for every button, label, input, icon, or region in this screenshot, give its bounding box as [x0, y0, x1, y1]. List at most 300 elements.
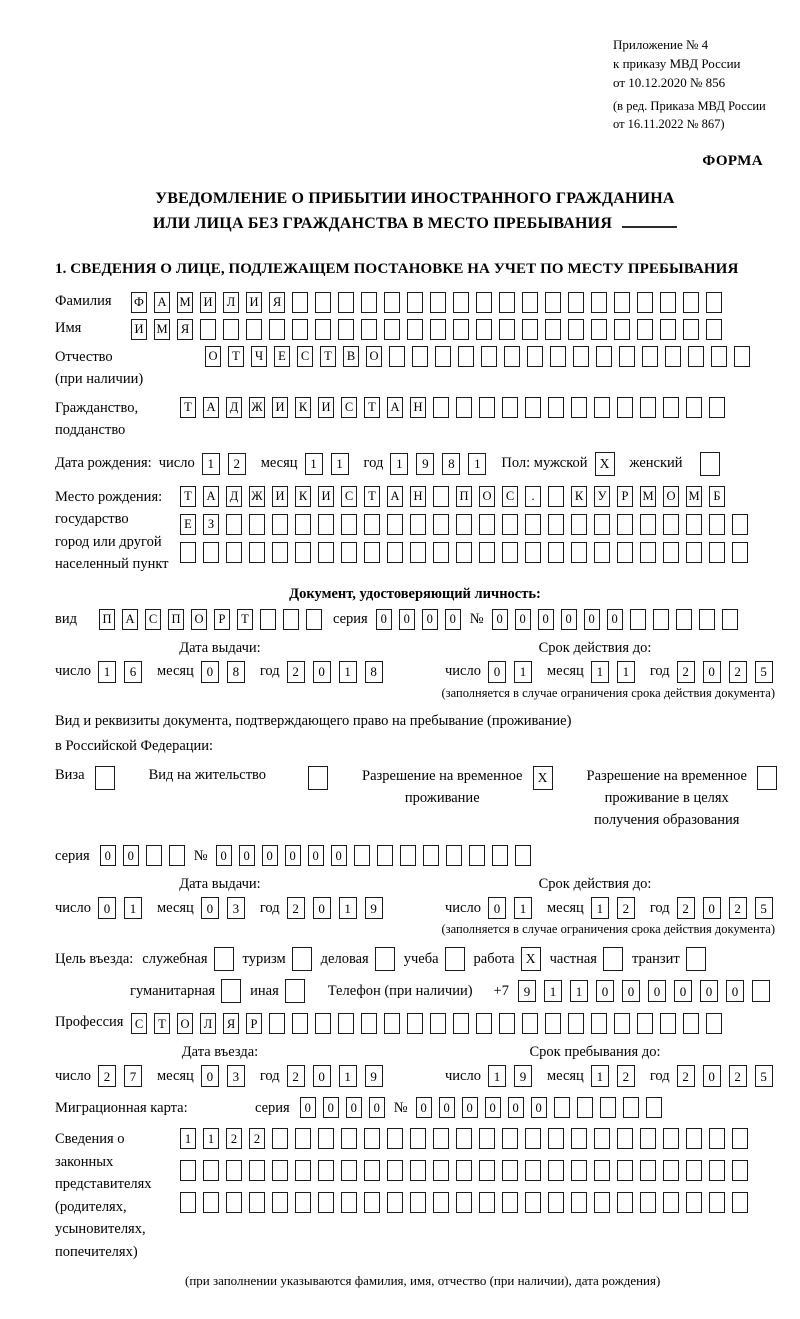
char-cell[interactable] [617, 542, 633, 563]
char-cell[interactable]: А [203, 486, 219, 507]
char-cell[interactable] [226, 1160, 242, 1181]
char-cell[interactable] [591, 1013, 607, 1034]
char-cell[interactable] [318, 1160, 334, 1181]
char-cell[interactable] [341, 514, 357, 535]
char-cell[interactable]: 0 [488, 661, 506, 683]
char-cell[interactable]: 1 [203, 1128, 219, 1149]
char-cell[interactable]: 0 [416, 1097, 432, 1118]
char-cell[interactable]: 0 [376, 609, 392, 630]
char-cell[interactable] [387, 1192, 403, 1213]
char-cell[interactable]: 0 [313, 661, 331, 683]
char-cell[interactable] [502, 1160, 518, 1181]
char-cell[interactable]: 1 [617, 661, 635, 683]
char-cell[interactable] [249, 1160, 265, 1181]
char-cell[interactable]: М [640, 486, 656, 507]
char-cell[interactable]: 2 [729, 1065, 747, 1087]
char-cell[interactable] [407, 292, 423, 313]
char-cell[interactable]: Т [228, 346, 244, 367]
char-cell[interactable] [410, 1160, 426, 1181]
char-cell[interactable] [203, 1192, 219, 1213]
char-cell[interactable]: 0 [201, 661, 219, 683]
char-cell[interactable] [364, 1160, 380, 1181]
char-cell[interactable]: 0 [674, 980, 692, 1002]
char-cell[interactable] [688, 346, 704, 367]
char-cell[interactable] [571, 542, 587, 563]
char-cell[interactable] [499, 292, 515, 313]
char-cell[interactable] [469, 845, 485, 866]
char-cell[interactable] [458, 346, 474, 367]
char-cell[interactable] [525, 397, 541, 418]
char-cell[interactable] [548, 1160, 564, 1181]
char-cell[interactable]: Р [617, 486, 633, 507]
char-cell[interactable] [545, 292, 561, 313]
char-cell[interactable] [637, 1013, 653, 1034]
char-cell[interactable] [637, 292, 653, 313]
char-cell[interactable] [732, 1192, 748, 1213]
char-cell[interactable]: С [502, 486, 518, 507]
char-cell[interactable] [663, 397, 679, 418]
char-cell[interactable]: 1 [98, 661, 116, 683]
char-cell[interactable] [732, 514, 748, 535]
char-cell[interactable]: Н [410, 486, 426, 507]
char-cell[interactable]: С [145, 609, 161, 630]
char-cell[interactable] [412, 346, 428, 367]
char-cell[interactable] [663, 542, 679, 563]
char-cell[interactable]: 1 [124, 897, 142, 919]
char-cell[interactable] [269, 1013, 285, 1034]
char-cell[interactable] [504, 346, 520, 367]
char-cell[interactable] [499, 319, 515, 340]
char-cell[interactable] [571, 1192, 587, 1213]
char-cell[interactable] [709, 1160, 725, 1181]
char-cell[interactable] [364, 542, 380, 563]
char-cell[interactable]: Т [364, 486, 380, 507]
char-cell[interactable] [433, 1192, 449, 1213]
char-cell[interactable] [479, 1128, 495, 1149]
char-cell[interactable]: 0 [622, 980, 640, 1002]
char-cell[interactable] [292, 292, 308, 313]
char-cell[interactable] [614, 319, 630, 340]
char-cell[interactable] [341, 1160, 357, 1181]
char-cell[interactable] [640, 542, 656, 563]
char-cell[interactable]: 9 [416, 453, 434, 475]
char-cell[interactable]: И [272, 486, 288, 507]
char-cell[interactable]: 0 [98, 897, 116, 919]
char-cell[interactable] [423, 845, 439, 866]
char-cell[interactable] [361, 292, 377, 313]
char-cell[interactable] [481, 346, 497, 367]
char-cell[interactable] [686, 1160, 702, 1181]
char-cell[interactable]: 2 [617, 1065, 635, 1087]
char-cell[interactable] [732, 1128, 748, 1149]
visa-checkbox[interactable] [95, 766, 115, 790]
char-cell[interactable] [525, 542, 541, 563]
char-cell[interactable] [433, 514, 449, 535]
char-cell[interactable]: М [686, 486, 702, 507]
char-cell[interactable] [752, 980, 770, 1002]
char-cell[interactable] [272, 1192, 288, 1213]
char-cell[interactable] [446, 845, 462, 866]
char-cell[interactable] [456, 1128, 472, 1149]
char-cell[interactable]: 0 [313, 897, 331, 919]
char-cell[interactable]: 0 [201, 897, 219, 919]
char-cell[interactable]: Т [237, 609, 253, 630]
char-cell[interactable] [663, 1192, 679, 1213]
char-cell[interactable] [364, 1192, 380, 1213]
char-cell[interactable]: 8 [365, 661, 383, 683]
char-cell[interactable]: 1 [331, 453, 349, 475]
char-cell[interactable]: И [318, 486, 334, 507]
char-cell[interactable]: 0 [262, 845, 278, 866]
char-cell[interactable] [407, 1013, 423, 1034]
char-cell[interactable] [200, 319, 216, 340]
char-cell[interactable] [410, 514, 426, 535]
char-cell[interactable] [550, 346, 566, 367]
char-cell[interactable]: А [154, 292, 170, 313]
char-cell[interactable] [548, 397, 564, 418]
char-cell[interactable] [640, 1128, 656, 1149]
char-cell[interactable] [295, 1160, 311, 1181]
char-cell[interactable]: 1 [468, 453, 486, 475]
char-cell[interactable]: 1 [305, 453, 323, 475]
char-cell[interactable] [502, 514, 518, 535]
char-cell[interactable] [640, 397, 656, 418]
char-cell[interactable]: В [343, 346, 359, 367]
char-cell[interactable]: 0 [313, 1065, 331, 1087]
char-cell[interactable]: О [205, 346, 221, 367]
char-cell[interactable] [223, 319, 239, 340]
char-cell[interactable]: С [297, 346, 313, 367]
char-cell[interactable]: . [525, 486, 541, 507]
char-cell[interactable] [169, 845, 185, 866]
char-cell[interactable]: С [341, 397, 357, 418]
char-cell[interactable] [525, 1128, 541, 1149]
char-cell[interactable]: Т [180, 486, 196, 507]
char-cell[interactable] [341, 542, 357, 563]
char-cell[interactable]: 0 [331, 845, 347, 866]
char-cell[interactable]: 2 [287, 1065, 305, 1087]
char-cell[interactable] [315, 319, 331, 340]
char-cell[interactable]: А [203, 397, 219, 418]
char-cell[interactable] [660, 1013, 676, 1034]
char-cell[interactable]: 6 [124, 661, 142, 683]
char-cell[interactable] [653, 609, 669, 630]
char-cell[interactable]: О [177, 1013, 193, 1034]
char-cell[interactable] [686, 542, 702, 563]
char-cell[interactable] [706, 319, 722, 340]
char-cell[interactable]: 0 [584, 609, 600, 630]
char-cell[interactable]: 3 [227, 897, 245, 919]
char-cell[interactable] [180, 1160, 196, 1181]
char-cell[interactable] [663, 514, 679, 535]
char-cell[interactable]: П [456, 486, 472, 507]
char-cell[interactable]: 2 [287, 661, 305, 683]
char-cell[interactable] [525, 514, 541, 535]
char-cell[interactable] [686, 1192, 702, 1213]
char-cell[interactable] [502, 542, 518, 563]
char-cell[interactable]: 1 [591, 897, 609, 919]
char-cell[interactable] [249, 1192, 265, 1213]
char-cell[interactable]: 0 [285, 845, 301, 866]
char-cell[interactable]: 0 [100, 845, 116, 866]
sex-female-checkbox[interactable] [700, 452, 720, 476]
char-cell[interactable]: М [177, 292, 193, 313]
char-cell[interactable] [226, 514, 242, 535]
char-cell[interactable] [249, 542, 265, 563]
char-cell[interactable] [591, 319, 607, 340]
residence-permit-checkbox[interactable] [308, 766, 328, 790]
char-cell[interactable] [642, 346, 658, 367]
char-cell[interactable] [479, 542, 495, 563]
char-cell[interactable] [573, 346, 589, 367]
char-cell[interactable] [525, 1192, 541, 1213]
char-cell[interactable] [361, 1013, 377, 1034]
char-cell[interactable]: 0 [346, 1097, 362, 1118]
char-cell[interactable]: 2 [729, 897, 747, 919]
char-cell[interactable] [617, 514, 633, 535]
char-cell[interactable] [272, 1160, 288, 1181]
char-cell[interactable] [709, 1128, 725, 1149]
char-cell[interactable]: 0 [462, 1097, 478, 1118]
char-cell[interactable]: Н [410, 397, 426, 418]
char-cell[interactable] [453, 292, 469, 313]
char-cell[interactable] [389, 346, 405, 367]
char-cell[interactable] [387, 542, 403, 563]
char-cell[interactable] [364, 514, 380, 535]
char-cell[interactable] [338, 1013, 354, 1034]
char-cell[interactable]: 5 [755, 661, 773, 683]
char-cell[interactable]: Ж [249, 486, 265, 507]
char-cell[interactable] [571, 1160, 587, 1181]
char-cell[interactable] [711, 346, 727, 367]
char-cell[interactable]: Я [223, 1013, 239, 1034]
char-cell[interactable] [272, 1128, 288, 1149]
char-cell[interactable]: 0 [485, 1097, 501, 1118]
char-cell[interactable] [272, 542, 288, 563]
char-cell[interactable] [637, 319, 653, 340]
char-cell[interactable]: 0 [703, 661, 721, 683]
char-cell[interactable] [295, 1192, 311, 1213]
purpose-tourism-checkbox[interactable] [292, 947, 312, 971]
char-cell[interactable] [709, 397, 725, 418]
char-cell[interactable] [272, 514, 288, 535]
char-cell[interactable]: 2 [228, 453, 246, 475]
char-cell[interactable]: Т [180, 397, 196, 418]
char-cell[interactable]: Д [226, 397, 242, 418]
char-cell[interactable] [295, 514, 311, 535]
char-cell[interactable] [246, 319, 262, 340]
char-cell[interactable]: 0 [561, 609, 577, 630]
char-cell[interactable] [456, 1160, 472, 1181]
char-cell[interactable] [292, 319, 308, 340]
char-cell[interactable] [203, 542, 219, 563]
char-cell[interactable] [686, 514, 702, 535]
purpose-transit-checkbox[interactable] [686, 947, 706, 971]
char-cell[interactable] [226, 542, 242, 563]
char-cell[interactable]: 2 [677, 661, 695, 683]
char-cell[interactable]: 9 [365, 1065, 383, 1087]
char-cell[interactable] [660, 292, 676, 313]
char-cell[interactable] [180, 1192, 196, 1213]
char-cell[interactable] [527, 346, 543, 367]
char-cell[interactable] [476, 1013, 492, 1034]
char-cell[interactable] [502, 1192, 518, 1213]
char-cell[interactable]: А [387, 397, 403, 418]
char-cell[interactable] [545, 1013, 561, 1034]
char-cell[interactable] [600, 1097, 616, 1118]
char-cell[interactable]: И [272, 397, 288, 418]
char-cell[interactable] [387, 1160, 403, 1181]
char-cell[interactable] [435, 346, 451, 367]
char-cell[interactable]: 0 [201, 1065, 219, 1087]
char-cell[interactable]: Е [180, 514, 196, 535]
char-cell[interactable] [548, 486, 564, 507]
char-cell[interactable] [663, 1160, 679, 1181]
char-cell[interactable] [492, 845, 508, 866]
char-cell[interactable]: 5 [755, 1065, 773, 1087]
temp-residence-edu-checkbox[interactable] [757, 766, 777, 790]
char-cell[interactable] [683, 292, 699, 313]
char-cell[interactable]: 0 [700, 980, 718, 1002]
char-cell[interactable] [640, 1160, 656, 1181]
char-cell[interactable] [203, 1160, 219, 1181]
char-cell[interactable]: 8 [227, 661, 245, 683]
char-cell[interactable] [568, 319, 584, 340]
char-cell[interactable] [640, 1192, 656, 1213]
char-cell[interactable] [400, 845, 416, 866]
char-cell[interactable] [646, 1097, 662, 1118]
char-cell[interactable]: Т [364, 397, 380, 418]
char-cell[interactable] [683, 1013, 699, 1034]
char-cell[interactable] [433, 1128, 449, 1149]
char-cell[interactable]: О [663, 486, 679, 507]
char-cell[interactable] [699, 609, 715, 630]
char-cell[interactable]: У [594, 486, 610, 507]
char-cell[interactable] [479, 1192, 495, 1213]
char-cell[interactable]: К [295, 486, 311, 507]
char-cell[interactable] [479, 1160, 495, 1181]
purpose-other-checkbox[interactable] [285, 979, 305, 1003]
char-cell[interactable] [295, 542, 311, 563]
purpose-private-checkbox[interactable] [603, 947, 623, 971]
char-cell[interactable] [660, 319, 676, 340]
char-cell[interactable] [577, 1097, 593, 1118]
char-cell[interactable] [456, 514, 472, 535]
char-cell[interactable] [548, 514, 564, 535]
char-cell[interactable]: Л [200, 1013, 216, 1034]
char-cell[interactable]: Б [709, 486, 725, 507]
char-cell[interactable] [623, 1097, 639, 1118]
char-cell[interactable]: Ч [251, 346, 267, 367]
char-cell[interactable] [709, 542, 725, 563]
char-cell[interactable] [146, 845, 162, 866]
char-cell[interactable] [617, 397, 633, 418]
char-cell[interactable]: 0 [726, 980, 744, 1002]
char-cell[interactable] [318, 514, 334, 535]
char-cell[interactable]: 0 [703, 897, 721, 919]
char-cell[interactable]: М [154, 319, 170, 340]
char-cell[interactable]: 9 [518, 980, 536, 1002]
char-cell[interactable] [433, 397, 449, 418]
char-cell[interactable] [499, 1013, 515, 1034]
char-cell[interactable]: 2 [677, 897, 695, 919]
char-cell[interactable]: 2 [226, 1128, 242, 1149]
char-cell[interactable] [364, 1128, 380, 1149]
purpose-humanitarian-checkbox[interactable] [221, 979, 241, 1003]
char-cell[interactable]: 2 [617, 897, 635, 919]
place-blank-line[interactable] [622, 213, 677, 228]
char-cell[interactable] [341, 1128, 357, 1149]
char-cell[interactable] [410, 1192, 426, 1213]
char-cell[interactable] [502, 1128, 518, 1149]
char-cell[interactable] [479, 514, 495, 535]
char-cell[interactable] [709, 514, 725, 535]
purpose-business-checkbox[interactable] [214, 947, 234, 971]
char-cell[interactable]: 0 [488, 897, 506, 919]
char-cell[interactable] [617, 1128, 633, 1149]
char-cell[interactable]: 7 [124, 1065, 142, 1087]
temp-residence-checkbox[interactable]: X [533, 766, 553, 790]
char-cell[interactable]: 1 [591, 1065, 609, 1087]
char-cell[interactable]: П [168, 609, 184, 630]
char-cell[interactable] [522, 1013, 538, 1034]
char-cell[interactable]: 2 [98, 1065, 116, 1087]
char-cell[interactable] [545, 319, 561, 340]
char-cell[interactable] [732, 542, 748, 563]
char-cell[interactable] [594, 1160, 610, 1181]
char-cell[interactable] [525, 1160, 541, 1181]
char-cell[interactable] [430, 319, 446, 340]
char-cell[interactable] [594, 514, 610, 535]
char-cell[interactable]: 0 [422, 609, 438, 630]
char-cell[interactable]: А [387, 486, 403, 507]
char-cell[interactable]: 0 [308, 845, 324, 866]
char-cell[interactable]: 2 [287, 897, 305, 919]
char-cell[interactable] [453, 1013, 469, 1034]
char-cell[interactable] [554, 1097, 570, 1118]
char-cell[interactable] [361, 319, 377, 340]
char-cell[interactable] [522, 319, 538, 340]
char-cell[interactable] [456, 1192, 472, 1213]
char-cell[interactable] [318, 542, 334, 563]
char-cell[interactable]: 0 [216, 845, 232, 866]
char-cell[interactable] [594, 1128, 610, 1149]
char-cell[interactable] [433, 542, 449, 563]
char-cell[interactable] [338, 319, 354, 340]
char-cell[interactable]: И [200, 292, 216, 313]
char-cell[interactable] [387, 514, 403, 535]
char-cell[interactable]: 1 [180, 1128, 196, 1149]
char-cell[interactable] [433, 1160, 449, 1181]
char-cell[interactable] [384, 319, 400, 340]
char-cell[interactable] [377, 845, 393, 866]
char-cell[interactable] [502, 397, 518, 418]
char-cell[interactable]: 1 [544, 980, 562, 1002]
char-cell[interactable]: Л [223, 292, 239, 313]
char-cell[interactable]: 2 [677, 1065, 695, 1087]
char-cell[interactable]: Е [274, 346, 290, 367]
char-cell[interactable]: С [131, 1013, 147, 1034]
char-cell[interactable]: 1 [339, 897, 357, 919]
char-cell[interactable] [180, 542, 196, 563]
char-cell[interactable] [430, 1013, 446, 1034]
char-cell[interactable]: О [479, 486, 495, 507]
char-cell[interactable]: 0 [439, 1097, 455, 1118]
char-cell[interactable]: 0 [323, 1097, 339, 1118]
char-cell[interactable] [384, 292, 400, 313]
char-cell[interactable]: 0 [515, 609, 531, 630]
char-cell[interactable] [476, 319, 492, 340]
